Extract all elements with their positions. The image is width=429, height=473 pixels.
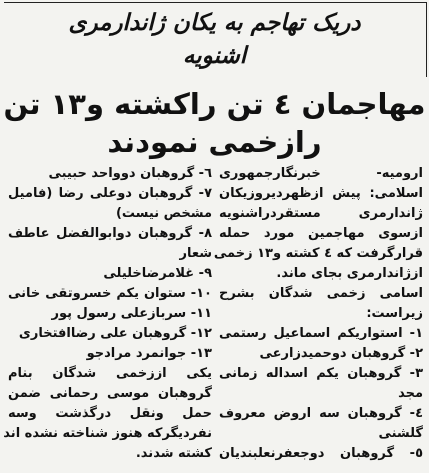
text-line: یکی اززخمی شدگان بنام bbox=[8, 366, 212, 381]
text-line: گروهبان موسی رحمانی ضمن bbox=[8, 386, 212, 401]
text-line: ١٣- جوانمرد مرادجو bbox=[86, 346, 212, 361]
text-line: ٤- گروهبان سه اروض معروف bbox=[219, 406, 423, 421]
text-line: ١٢- گروهبان علی رضاافتخاری bbox=[18, 326, 212, 341]
text-line: نفردیگرکه هنوز شناخته نشده اند bbox=[3, 426, 212, 441]
text-line: ژاندارمری مستقردراشنویه bbox=[219, 206, 423, 221]
main-headline-line-2: رازخمی نمودند bbox=[107, 125, 322, 159]
text-line: اسامی زخمی شدگان بشرح bbox=[219, 286, 423, 301]
text-line: گلشنی bbox=[378, 426, 423, 441]
text-line: ٥- گروهبان دوجعفرنعلبندیان bbox=[219, 446, 423, 461]
text-line: ٢- گروهبان دوحمیدزارعی bbox=[259, 346, 423, 361]
kicker-line-1: دریک تهاجم به یکان ژاندارمری bbox=[68, 10, 361, 36]
text-line: ١- استواریکم اسماعیل رستمی bbox=[219, 326, 423, 341]
text-line: ٣- گروهبان یکم اسداله زمانی bbox=[219, 366, 423, 381]
text-line: مجد bbox=[398, 386, 423, 401]
text-line: ازژاندارمری بجای ماند. bbox=[276, 266, 423, 281]
article-column-left bbox=[3, 164, 212, 464]
text-line: ١٠- ستوان یکم خسروتقی خانی bbox=[8, 286, 212, 301]
text-line: مشخص نیست) bbox=[115, 206, 212, 221]
text-line: زیراست: bbox=[366, 306, 423, 321]
text-line: ازسوی مهاجمین مورد حمله bbox=[219, 226, 423, 241]
text-line: ١١- سربازعلی رسول پور bbox=[51, 306, 212, 321]
text-line: ٧- گروهبان دوعلی رضا (فامیل bbox=[8, 186, 212, 201]
text-line: حمل ونقل درگذشت وسه bbox=[8, 406, 212, 421]
article-column-right bbox=[213, 164, 423, 464]
main-headline-line-1: مهاجمان ٤ تن راکشته و١٣ تن bbox=[3, 87, 426, 121]
text-line: شعار bbox=[179, 246, 212, 261]
kicker-line-2: اشنویه bbox=[182, 43, 247, 69]
text-line: ٨- گروهبان دوابوالفضل عاطف bbox=[8, 226, 212, 241]
text-line: اسلامی: پیش ازظهردیروزیکان bbox=[219, 186, 423, 201]
text-line: کشته شدند. bbox=[135, 446, 212, 461]
text-line: ٦- گروهبان دوواحد حبیبی bbox=[48, 166, 212, 181]
text-line: ٩- غلامرضاخلیلی bbox=[103, 266, 212, 281]
text-line: ارومیه- خبرنگارجمهوری bbox=[219, 166, 423, 181]
text-line: قرارگرفت که ٤ کشته و١٣ زخمی bbox=[213, 246, 423, 261]
